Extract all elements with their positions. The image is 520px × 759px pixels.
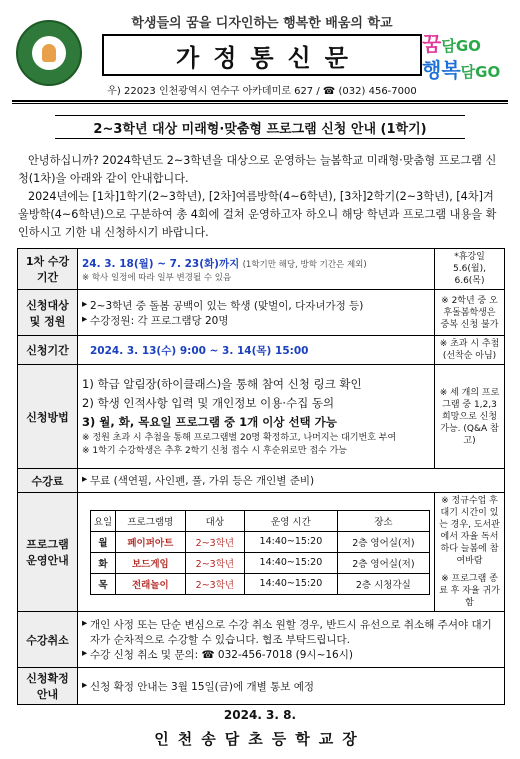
label-target: 신청대상 및 정원 xyxy=(18,290,78,336)
row-period: 1차 수강기간 24. 3. 18(월) ~ 7. 23(화)까지 (1학기만 해당, 방학 기간은 제외) ※ 학사 일정에 따라 일부 변경될 수 있음 *휴강일 5.6(월), 6.6(목) xyxy=(18,249,505,290)
fee-main: ▸ 무료 (색연필, 사인펜, 풀, 가위 등은 개인별 준비) xyxy=(82,473,500,488)
school-logo-icon xyxy=(16,20,82,86)
table-row: 목 전래놀이 2~3학년 14:40~15:20 2층 시청각실 xyxy=(91,573,430,594)
page-title: 가정통신문 xyxy=(176,43,362,72)
notice-title: 2~3학년 대상 미래형·맞춤형 프로그램 신청 안내 (1학기) xyxy=(55,115,465,139)
info-table xyxy=(17,248,505,705)
method-step-1: 1) 학급 알림장(하이클래스)을 통해 참여 신청 링크 확인 xyxy=(82,377,362,391)
program-note xyxy=(435,493,505,612)
apply-period-main: 2024. 3. 13(수) 9:00 ~ 3. 14(목) 15:00 xyxy=(90,344,309,357)
apply-period-note: ※ 초과 시 추첨 (선착순 아님) xyxy=(435,336,505,365)
row-fee xyxy=(18,469,505,493)
target-item-1: ▸ 2~3학년 중 돌봄 공백이 있는 학생 (맞벌이, 다자녀가정 등) xyxy=(82,298,430,313)
header-divider-thin xyxy=(12,103,508,104)
letterhead xyxy=(12,6,508,98)
row-target xyxy=(18,290,505,336)
col-target: 대상 xyxy=(185,510,244,531)
brand-logo: 꿈담GO 행복담GO xyxy=(422,32,501,82)
confirm-main: ▸ 신청 확정 안내는 3월 15일(금)에 개별 통보 예정 xyxy=(82,679,500,694)
label-confirm: 신청확정 안내 xyxy=(18,668,78,705)
program-note-2: ※ 프로그램 종료 후 자율 귀가함 xyxy=(439,574,500,608)
school-address: 우) 22023 인천광역시 연수구 아카데미로 627 / ☎ (032) 456-7000 xyxy=(107,86,417,97)
program-table-header xyxy=(91,510,430,531)
program-note-1: ※ 정규수업 후 대기 시간이 있는 경우, 도서관에서 자율 독서하다 늘봄에 참여바람 xyxy=(439,496,500,566)
method-step-2: 2) 학생 인적사항 입력 및 개인정보 이용·수집 동의 xyxy=(82,396,335,410)
col-day: 요일 xyxy=(91,510,116,531)
school-slogan: 학생들의 꿈을 디자인하는 행복한 배움의 학교 xyxy=(131,16,393,31)
school-principal: 인천송담초등학교장 xyxy=(154,730,366,748)
table-row: 화 보드게임 2~3학년 14:40~15:20 2층 영어실(저) xyxy=(91,552,430,573)
col-name: 프로그램명 xyxy=(116,510,186,531)
issue-date: 2024. 3. 8. xyxy=(223,708,297,722)
program-table xyxy=(90,510,430,595)
table-row: 월 페이퍼아트 2~3학년 14:40~15:20 2층 영어실(저) xyxy=(91,531,430,552)
target-note: ※ 2학년 중 오후돌봄학생은 중복 신청 불가 xyxy=(435,290,505,336)
method-step-3: 3) 월, 화, 목요일 프로그램 중 1개 이상 선택 가능 xyxy=(82,415,337,429)
row-cancel xyxy=(18,612,505,668)
row-confirm xyxy=(18,668,505,705)
title-box xyxy=(102,34,422,76)
header-divider xyxy=(12,100,508,102)
label-period: 1차 수강기간 xyxy=(18,249,78,290)
col-time: 운영 시간 xyxy=(245,510,338,531)
row-method xyxy=(18,365,505,469)
label-fee: 수강료 xyxy=(18,469,78,493)
method-note-2: ※ 1학기 수강학생은 추후 2학기 신청 접수 시 후순위로만 접수 가능 xyxy=(82,446,347,456)
label-apply-period: 신청기간 xyxy=(18,336,78,365)
target-item-2: ▸ 수강정원: 각 프로그램당 20명 xyxy=(82,313,430,328)
cancel-item-2: ▸ 수강 신청 취소 및 문의: ☎ 032-456-7018 (9시~16시) xyxy=(82,647,500,662)
label-program: 프로그램 운영안내 xyxy=(18,493,78,612)
method-note: ※ 세 개의 프로그램 중 1,2,3희망으로 신청 가능. (Q&A 참고) xyxy=(435,365,505,469)
period-sub: ※ 학사 일정에 따라 일부 변경될 수 있음 xyxy=(82,272,232,283)
row-apply-period xyxy=(18,336,505,365)
label-method: 신청방법 xyxy=(18,365,78,469)
period-note: *휴강일 5.6(월), 6.6(목) xyxy=(435,249,505,290)
method-note-1: ※ 정원 초과 시 추첨을 통해 프로그램별 20명 확정하고, 나머지는 대기번호 부여 xyxy=(82,433,397,443)
cancel-item-1: ▸ 개인 사정 또는 단순 변심으로 수강 취소 원할 경우, 반드시 유선으로 취소해 주셔야 대기자가 순차적으로 수강할 수 있습니다. 협조 부탁드립니다. xyxy=(82,617,500,647)
intro-paragraph-2: 2024년에는 [1차]1학기(2~3학년), [2차]여름방학(4~6학년), [3차]2학기(2~3학년), [4차]겨울방학(4~6학년)으로 구분하여 총 4회에 걸쳐 운영하고자 하오니 해당 학년과 프로그램 내용을 확인하시고 기한 내 신청하시기 바랍니다. xyxy=(18,190,497,239)
intro-paragraph-1: 안녕하십니까? 2024학년도 2~3학년을 대상으로 운영하는 늘봄학교 미래형·맞춤형 프로그램 신청(1차)을 아래와 같이 안내합니다. xyxy=(18,154,497,185)
label-cancel: 수강취소 xyxy=(18,612,78,668)
col-place: 장소 xyxy=(337,510,429,531)
period-main: 24. 3. 18(월) ~ 7. 23(화)까지 xyxy=(82,257,240,270)
row-program xyxy=(18,493,505,612)
intro-text xyxy=(18,152,504,242)
